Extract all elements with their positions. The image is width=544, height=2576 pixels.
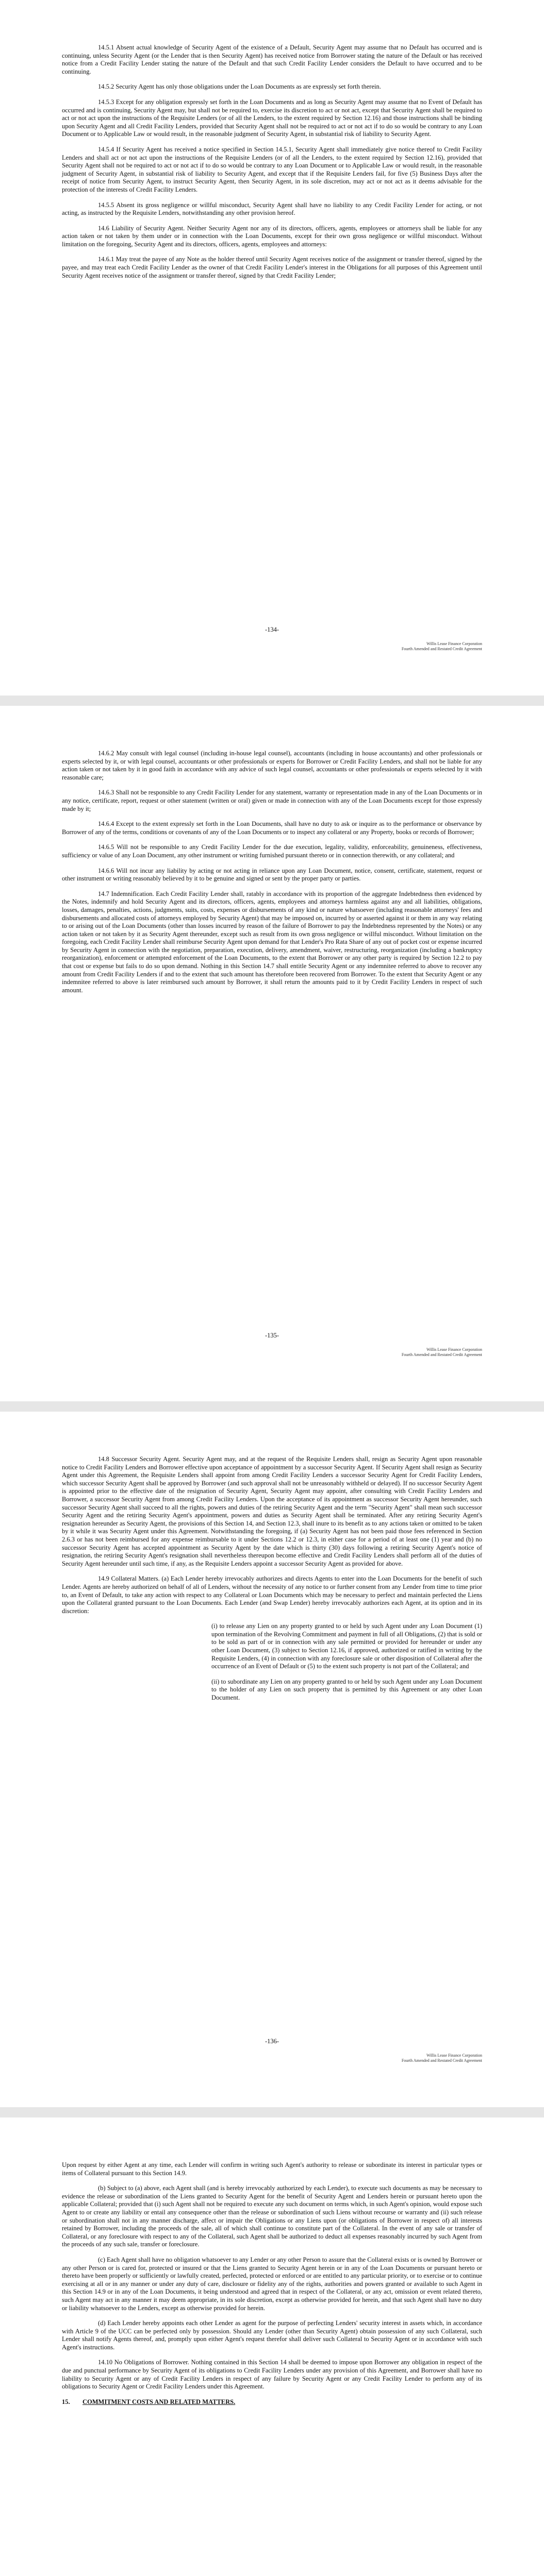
subparagraph: (ii) to subordinate any Lien on any property granted to or held by such Agent under any Loan Document to the holder of any Lien on such property that is permitted by this Agreement or any other Loan Document.: [211, 1677, 482, 1702]
paragraph: 14.5.4 If Security Agent has received a notice specified in Section 14.5.1, Security Agent shall immediately give notice thereof to Credit Facility Lenders and shall act or not act upon the instructions of the Requisite Lenders (or of all the Lenders, to the extent required by Section 12.16), provided that Security Agent shall not be required to act or not act if to do so would be contrary to any Loan Document or to Applicable Law or would result, in the reasonable judgment of Security Agent, in substantial risk of liability to Security Agent, and except that if the Requisite Lenders fail, for five (5) Business Days after the receipt of notice from Security Agent, to instruct Security Agent, then Security Agent, in its sole discretion, may act or not act as it deems advisable for the protection of the interests of Credit Facility Lenders.: [62, 145, 482, 193]
document-page: [0, 1412, 544, 2107]
paragraph: 14.6.3 Shall not be responsible to any Credit Facility Lender for any statement, warranty or representation made in any of the Loan Documents or in any notice, certificate, report, request or other statement (written or oral) given or made in connection with any of the Loan Documents except for those expressly made by it;: [62, 789, 482, 812]
page-footer: [402, 1347, 482, 1358]
paragraph: 14.6 Liability of Security Agent. Neither Security Agent nor any of its directors, officers, agents, employees or attorneys shall be liable for any action taken or not taken by them under or in connection with the Loan Documents, except for their own gross negligence or willful misconduct. Without limitation on the foregoing, Security Agent and its directors, officers, agents, employees and attorneys:: [62, 224, 482, 248]
document-page: [0, 706, 544, 1401]
paragraph: 14.6.5 Will not be responsible to any Credit Facility Lender for the due execution, legality, validity, enforceability, genuineness, effectiveness, sufficiency or value of any Loan Document, any other instrument or writing furnished pursuant thereto or in connection therewith, or any collateral; and: [62, 843, 482, 859]
paragraph: 14.5.1 Absent actual knowledge of Security Agent of the existence of a Default, Security Agent may assume that no Default has occurred and is continuing, unless Security Agent (or the Lender that is then Security Agent) has received notice from Borrower stating the nature of the Default or has received notice from a Credit Facility Lender stating the nature of the Default and that such Credit Facility Lender considers the Default to have occurred and to be continuing.: [62, 44, 482, 75]
page-footer: [402, 2053, 482, 2063]
paragraph: 14.5.3 Except for any obligation expressly set forth in the Loan Documents and as long as Security Agent may assume that no Event of Default has occurred and is continuing, Security Agent may, but shall not be required to, exercise its discretion to act or not act, except that Security Agent shall be required to act or not act upon the instructions of the Requisite Lenders (or of all the Lenders, to the extent required by Section 12.16) and those instructions shall be binding upon Security Agent and all Credit Facility Lenders, provided that Security Agent shall not be required to act or not act if to do so would be contrary to any Loan Document or to Applicable Law or would result, in the reasonable judgment of Security Agent, in substantial risk of liability to Security Agent.: [62, 98, 482, 138]
section-heading: [62, 2398, 482, 2406]
footer-company: Willis Lease Finance Corporation: [426, 2053, 482, 2058]
document-page: [0, 0, 544, 696]
page-number: -134-: [265, 626, 279, 633]
paragraph: 14.5.2 Security Agent has only those obligations under the Loan Documents as are expressly set forth therein.: [98, 83, 381, 91]
paragraph: 14.6.2 May consult with legal counsel (including in-house legal counsel), accountants (including in house accountants) and other professionals or experts selected by it, or with legal counsel, accountants or other professionals or experts for Borrower or Credit Facility Lenders, and shall not be liable for any action taken or not taken by it in good faith in accordance with any advice of such legal counsel, accountants or other professionals or experts selected by it with reasonable care;: [62, 750, 482, 781]
paragraph: 14.6.6 Will not incur any liability by acting or not acting in reliance upon any Loan Document, notice, consent, certificate, statement, request or other instrument or writing reasonably believed by it to be genuine and signed or sent by the proper party or parties.: [62, 867, 482, 883]
section-number: 15.: [62, 2398, 70, 2405]
page-number: -135-: [265, 1332, 279, 1339]
paragraph: Upon request by either Agent at any time, each Lender will confirm in writing such Agent's authority to release or subordinate its interest in particular types or items of Collateral pursuant to this Section 14.9.: [62, 2161, 482, 2177]
page-footer: [402, 641, 482, 652]
footer-company: Willis Lease Finance Corporation: [426, 641, 482, 646]
document-page: [0, 2117, 544, 2576]
paragraph: (b) Subject to (a) above, each Agent shall (and is hereby irrevocably authorized by each Lender), to execute such documents as may be necessary to evidence the release or subordination of the Liens granted to Security Agent for the benefit of Security Agent and Lenders herein or pursuant hereto upon the applicable Collateral; provided that (i) such Agent shall not be required to execute any such document on terms which, in such Agent's opinion, would expose such Agent to or create any liability or entail any consequence other than the release or subordination of such Liens without recourse or warranty and (ii) such release or subordination shall not in any manner discharge, affect or impair the Obligations or any Liens upon (or obligations of Borrower in respect of) all interests retained by Borrower, including the proceeds of the sale, all of which shall continue to constitute part of the Collateral. In the event of any sale or transfer of Collateral, or any foreclosure with respect to any of the Collateral, such Agent shall be authorized to deduct all expenses reasonably incurred by such Agent from the proceeds of any such sale, transfer or foreclosure.: [62, 2184, 482, 2248]
paragraph: 14.9 Collateral Matters. (a) Each Lender hereby irrevocably authorizes and directs Agents to enter into the Loan Documents for the benefit of such Lender. Agents are hereby authorized on behalf of all of Lenders, without the necessity of any notice to or further consent from any Lender from time to time prior to, an Event of Default, to take any action with respect to any Collateral or Loan Documents which may be necessary to perfect and maintain perfected the Liens upon the Collateral granted pursuant to the Loan Documents. Each Lender (and Swap Lender) hereby irrevocably authorizes each Agent, at its option and in its discretion:: [62, 1575, 482, 1615]
paragraph: 14.10 No Obligations of Borrower. Nothing contained in this Section 14 shall be deemed to impose upon Borrower any obligation in respect of the due and punctual performance by Security Agent of its obligations to Credit Facility Lenders under any provision of this Agreement, and Borrower shall have no liability to Security Agent or any of Credit Facility Lenders in respect of any failure by Security Agent or any Credit Facility Lender to perform any of its obligations to Security Agent or Credit Facility Lenders under this Agreement.: [62, 2359, 482, 2391]
paragraph: 14.7 Indemnification. Each Credit Facility Lender shall, ratably in accordance with its proportion of the aggregate Indebtedness then evidenced by the Notes, indemnify and hold Security Agent and its directors, officers, agents, employees and attorneys harmless against any and all liabilities, obligations, losses, damages, penalties, actions, judgments, suits, costs, expenses or disbursements of any kind or nature whatsoever (including reasonable attorneys' fees and disbursements and allocated costs of attorneys employed by Security Agent) that may be imposed on, incurred by or asserted against it or them in any way relating to or arising out of the Loan Documents (other than losses incurred by reason of the failure of Borrower to pay the Indebtedness represented by the Notes) or any action taken or not taken by it as Security Agent thereunder, except such as result from its own gross negligence or willful misconduct. Without limitation on the foregoing, each Credit Facility Lender shall reimburse Security Agent upon demand for that Lender's Pro Rata Share of any out of pocket cost or expense incurred by Security Agent in connection with the negotiation, preparation, execution, delivery, amendment, waiver, restructuring, reorganization (including a bankruptcy reorganization), enforcement or attempted enforcement of the Loan Documents, to the extent that Borrower or any other party is required by Section 12.2 to pay that cost or expense but fails to do so upon demand. Nothing in this Section 14.7 shall entitle Security Agent or any indemnitee referred to above to recover any amount from Credit Facility Lenders if and to the extent that such amount has theretofore been recovered from Borrower. To the extent that Security Agent or any indemnitee referred to above is later reimbursed such amount by Borrower, it shall return the amounts paid to it by Credit Facility Lenders in respect of such amount.: [62, 890, 482, 994]
paragraph: 14.6.1 May treat the payee of any Note as the holder thereof until Security Agent receives notice of the assignment or transfer thereof, signed by the payee, and may treat each Credit Facility Lender as the owner of that Credit Facility Lender's interest in the Obligations for all purposes of this Agreement until Security Agent receives notice of the assignment or transfer thereof, signed by that Credit Facility Lender;: [62, 256, 482, 279]
footer-company: Willis Lease Finance Corporation: [426, 1347, 482, 1352]
section-title: COMMITMENT COSTS AND RELATED MATTERS.: [83, 2398, 236, 2405]
footer-document: Fourth Amended and Restated Credit Agreement: [401, 647, 482, 651]
page-number: -136-: [265, 2038, 279, 2045]
footer-document: Fourth Amended and Restated Credit Agreement: [401, 1352, 482, 1357]
paragraph: 14.8 Successor Security Agent. Security Agent may, and at the request of the Requisite Lenders shall, resign as Security Agent upon reasonable notice to Credit Facility Lenders and Borrower effective upon acceptance of appointment by a successor Security Agent. If Security Agent shall resign as Security Agent under this Agreement, the Requisite Lenders shall appoint from among Credit Facility Lenders a successor Security Agent for Credit Facility Lenders, which successor Security Agent shall be approved by Borrower (and such approval shall not be unreasonably withheld or delayed). If no successor Security Agent is appointed prior to the effective date of the resignation of Security Agent, Security Agent may appoint, after consulting with Credit Facility Lenders and Borrower, a successor Security Agent from among Credit Facility Lenders. Upon the acceptance of its appointment as successor Security Agent hereunder, such successor Security Agent shall succeed to all the rights, powers and duties of the retiring Security Agent and the term "Security Agent" shall mean such successor Security Agent and the retiring Security Agent's appointment, powers and duties as Security Agent shall be terminated. After any retiring Security Agent's resignation hereunder as Security Agent, the provisions of this Section 14, and Section 12.3, shall inure to its benefit as to any actions taken or omitted to be taken by it while it was Security Agent under this Agreement. Notwithstanding the foregoing, if (a) Security Agent has not been paid those fees referenced in Section 2.6.3 or has not been reimbursed for any expense reimbursable to it under Sections 12.2 or 12.3, in either case for a period of at least one (1) year and (b) no successor Security Agent has accepted appointment as Security Agent by the date which is thirty (30) days following a retiring Security Agent's notice of resignation, the retiring Security Agent's resignation shall nevertheless thereupon become effective and Credit Facility Lenders shall perform all of the duties of Security Agent hereunder until such time, if any, as the Requisite Lenders appoint a successor Security Agent as provided for above.: [62, 1455, 482, 1567]
paragraph: 14.6.4 Except to the extent expressly set forth in the Loan Documents, shall have no duty to ask or inquire as to the performance or observance by Borrower of any of the terms, conditions or covenants of any of the Loan Documents or to inspect any collateral or any Property, books or records of Borrower;: [62, 820, 482, 836]
paragraph: 14.5.5 Absent its gross negligence or willful misconduct, Security Agent shall have no liability to any Credit Facility Lender for acting, or not acting, as instructed by the Requisite Lenders, notwithstanding any other provision hereof.: [62, 201, 482, 217]
footer-document: Fourth Amended and Restated Credit Agreement: [401, 2058, 482, 2063]
subparagraph: (i) to release any Lien on any property granted to or held by such Agent under any Loan Document (1) upon termination of the Revolving Commitment and payment in full of all Obligations, (2) that is sold or to be sold as part of or in connection with any sale permitted or provided for hereunder or under any other Loan Document, (3) subject to Section 12.16, if approved, authorized or ratified in writing by the Requisite Lenders, (4) in connection with any foreclosure sale or other disposition of Collateral after the occurrence of an Event of Default or (5) to the extent such property is not part of the Collateral; and: [211, 1622, 482, 1670]
paragraph: (d) Each Lender hereby appoints each other Lender as agent for the purpose of perfecting Lenders' security interest in assets which, in accordance with Article 9 of the UCC can be perfected only by possession. Should any Lender (other than Security Agent) obtain possession of any such Collateral, such Lender shall notify Agents thereof, and, promptly upon either Agent's request therefor shall deliver such Collateral to Security Agent or in accordance with such Agent's instructions.: [62, 2319, 482, 2351]
paragraph: (c) Each Agent shall have no obligation whatsoever to any Lender or any other Person to assure that the Collateral exists or is owned by Borrower or any other Person or is cared for, protected or insured or that the Liens granted to Security Agent herein or in any of the Loan Documents or pursuant hereto or thereto have been properly or sufficiently or lawfully created, perfected, protected or enforced or are entitled to any particular priority, or to exercise or to continue exercising at all or in any manner or under any duty of care, disclosure or fidelity any of the rights, authorities and powers granted or available to such Agent in this Section 14.9 or in any of the Loan Documents, it being understood and agreed that in respect of the Collateral, or any act, omission or event related thereto, such Agent may act in any manner it may deem appropriate, in its sole discretion, except as otherwise provided for herein, and that such Agent shall have no duty or liability whatsoever to the Lenders, except as otherwise provided for herein.: [62, 2256, 482, 2312]
